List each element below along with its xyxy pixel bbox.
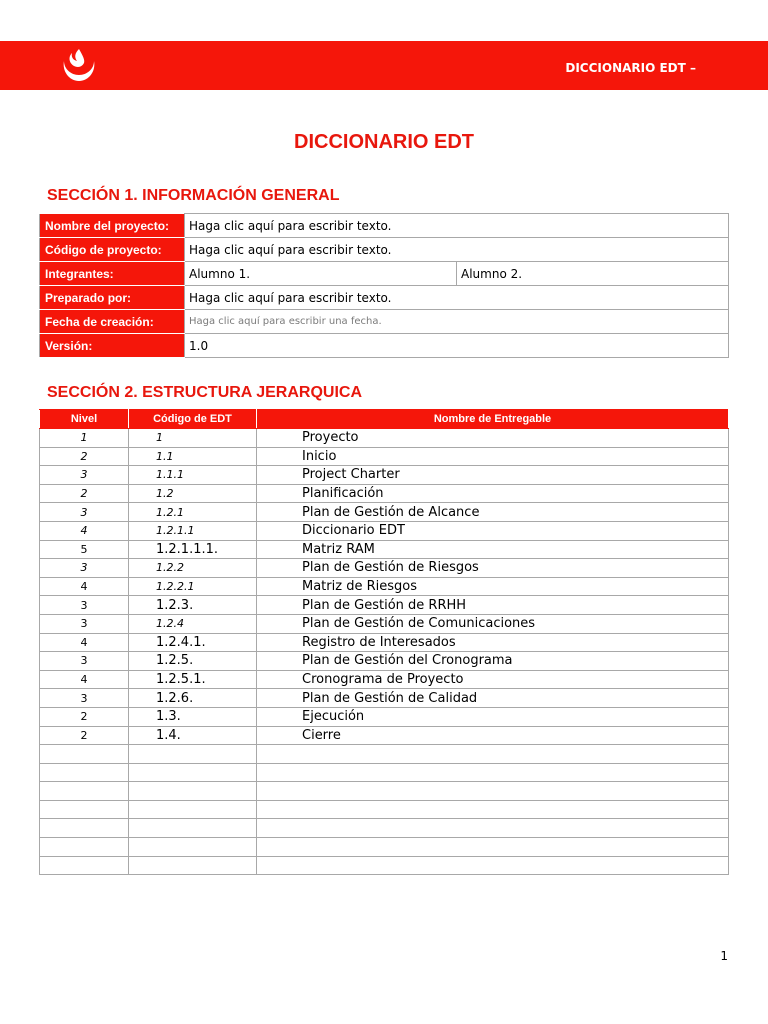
wbs-row bbox=[40, 596, 729, 615]
wbs-nivel-cell[interactable] bbox=[40, 782, 129, 801]
wbs-row bbox=[40, 652, 729, 671]
wbs-codigo-cell[interactable] bbox=[129, 856, 257, 875]
wbs-codigo-cell[interactable]: 1.4. bbox=[129, 726, 257, 745]
wbs-nombre-cell[interactable] bbox=[257, 856, 729, 875]
wbs-nivel-cell[interactable] bbox=[40, 800, 129, 819]
wbs-header-row bbox=[40, 410, 729, 429]
label-prepared-by: Preparado por: bbox=[40, 286, 185, 310]
info-row-prepared-by bbox=[40, 286, 729, 310]
wbs-nombre-cell[interactable]: Plan de Gestión de Alcance bbox=[257, 503, 729, 522]
wbs-nivel-cell[interactable]: 4 bbox=[40, 521, 129, 540]
wbs-row bbox=[40, 614, 729, 633]
wbs-codigo-cell[interactable] bbox=[129, 838, 257, 857]
wbs-row bbox=[40, 521, 729, 540]
wbs-codigo-cell[interactable] bbox=[129, 782, 257, 801]
column-header-nivel: Nivel bbox=[40, 410, 129, 429]
wbs-codigo-cell[interactable]: 1.2.1.1.1. bbox=[129, 540, 257, 559]
label-members: Integrantes: bbox=[40, 262, 185, 286]
header-title: DICCIONARIO EDT – bbox=[565, 61, 696, 75]
label-creation-date: Fecha de creación: bbox=[40, 310, 185, 334]
wbs-row bbox=[40, 782, 729, 801]
page-number: 1 bbox=[720, 949, 728, 963]
prepared-by-field[interactable]: Haga clic aquí para escribir texto. bbox=[185, 286, 729, 310]
wbs-nivel-cell[interactable] bbox=[40, 763, 129, 782]
wbs-row bbox=[40, 633, 729, 652]
member-2-field[interactable]: Alumno 2. bbox=[457, 262, 729, 286]
wbs-nivel-cell[interactable] bbox=[40, 819, 129, 838]
wbs-nivel-cell[interactable]: 3 bbox=[40, 596, 129, 615]
wbs-row bbox=[40, 540, 729, 559]
wbs-row bbox=[40, 577, 729, 596]
wbs-row bbox=[40, 726, 729, 745]
wbs-nombre-cell[interactable]: Plan de Gestión del Cronograma bbox=[257, 652, 729, 671]
wbs-nivel-cell[interactable]: 3 bbox=[40, 689, 129, 708]
project-code-field[interactable]: Haga clic aquí para escribir texto. bbox=[185, 238, 729, 262]
label-project-name: Nombre del proyecto: bbox=[40, 214, 185, 238]
wbs-row bbox=[40, 466, 729, 485]
upc-flame-logo-icon bbox=[58, 47, 100, 85]
info-row-project-code bbox=[40, 238, 729, 262]
creation-date-field[interactable]: Haga clic aquí para escribir una fecha. bbox=[185, 310, 729, 334]
wbs-codigo-cell[interactable]: 1.2.1 bbox=[129, 503, 257, 522]
wbs-nivel-cell[interactable]: 2 bbox=[40, 447, 129, 466]
wbs-nombre-cell[interactable]: Plan de Gestión de Calidad bbox=[257, 689, 729, 708]
info-row-members bbox=[40, 262, 729, 286]
label-version: Versión: bbox=[40, 334, 185, 358]
wbs-nombre-cell[interactable]: Cierre bbox=[257, 726, 729, 745]
wbs-nivel-cell[interactable]: 3 bbox=[40, 503, 129, 522]
wbs-codigo-cell[interactable]: 1.2.2 bbox=[129, 559, 257, 578]
wbs-nombre-cell[interactable]: Proyecto bbox=[257, 429, 729, 448]
wbs-codigo-cell[interactable]: 1.1 bbox=[129, 447, 257, 466]
wbs-codigo-cell[interactable]: 1.2 bbox=[129, 484, 257, 503]
wbs-row bbox=[40, 670, 729, 689]
wbs-row bbox=[40, 484, 729, 503]
wbs-row bbox=[40, 707, 729, 726]
document-title: DICCIONARIO EDT bbox=[294, 131, 474, 153]
wbs-row bbox=[40, 745, 729, 764]
wbs-codigo-cell[interactable]: 1.3. bbox=[129, 707, 257, 726]
wbs-nivel-cell[interactable] bbox=[40, 745, 129, 764]
wbs-codigo-cell[interactable]: 1 bbox=[129, 429, 257, 448]
label-project-code: Código de proyecto: bbox=[40, 238, 185, 262]
wbs-nombre-cell[interactable]: Registro de Interesados bbox=[257, 633, 729, 652]
wbs-nombre-cell[interactable]: Ejecución bbox=[257, 707, 729, 726]
column-header-nombre: Nombre de Entregable bbox=[257, 410, 729, 429]
wbs-nivel-cell[interactable]: 3 bbox=[40, 652, 129, 671]
wbs-row bbox=[40, 429, 729, 448]
header-bar bbox=[0, 41, 768, 90]
wbs-nombre-cell[interactable]: Matriz de Riesgos bbox=[257, 577, 729, 596]
wbs-nivel-cell[interactable]: 2 bbox=[40, 707, 129, 726]
wbs-nombre-cell[interactable] bbox=[257, 838, 729, 857]
info-row-project-name bbox=[40, 214, 729, 238]
wbs-nivel-cell[interactable]: 4 bbox=[40, 633, 129, 652]
wbs-row bbox=[40, 503, 729, 522]
wbs-nivel-cell[interactable]: 4 bbox=[40, 670, 129, 689]
wbs-codigo-cell[interactable] bbox=[129, 819, 257, 838]
wbs-nivel-cell[interactable]: 4 bbox=[40, 577, 129, 596]
wbs-codigo-cell[interactable]: 1.2.5. bbox=[129, 652, 257, 671]
wbs-nombre-cell[interactable] bbox=[257, 819, 729, 838]
wbs-nombre-cell[interactable]: Planificación bbox=[257, 484, 729, 503]
wbs-nombre-cell[interactable]: Project Charter bbox=[257, 466, 729, 485]
wbs-nombre-cell[interactable]: Inicio bbox=[257, 447, 729, 466]
section2-title: SECCIÓN 2. ESTRUCTURA JERARQUICA bbox=[47, 384, 362, 401]
member-1-field[interactable]: Alumno 1. bbox=[185, 262, 457, 286]
wbs-row bbox=[40, 447, 729, 466]
wbs-row bbox=[40, 819, 729, 838]
wbs-nivel-cell[interactable]: 3 bbox=[40, 559, 129, 578]
wbs-row bbox=[40, 763, 729, 782]
wbs-nivel-cell[interactable]: 5 bbox=[40, 540, 129, 559]
wbs-nombre-cell[interactable]: Diccionario EDT bbox=[257, 521, 729, 540]
wbs-codigo-cell[interactable] bbox=[129, 745, 257, 764]
wbs-row bbox=[40, 800, 729, 819]
section1-title: SECCIÓN 1. INFORMACIÓN GENERAL bbox=[47, 187, 340, 204]
wbs-table bbox=[39, 409, 729, 875]
wbs-row bbox=[40, 559, 729, 578]
wbs-codigo-cell[interactable] bbox=[129, 763, 257, 782]
wbs-nivel-cell[interactable]: 1 bbox=[40, 429, 129, 448]
wbs-nombre-cell[interactable]: Cronograma de Proyecto bbox=[257, 670, 729, 689]
project-name-field[interactable]: Haga clic aquí para escribir texto. bbox=[185, 214, 729, 238]
wbs-codigo-cell[interactable]: 1.2.5.1. bbox=[129, 670, 257, 689]
wbs-nivel-cell[interactable]: 2 bbox=[40, 484, 129, 503]
wbs-nombre-cell[interactable] bbox=[257, 745, 729, 764]
wbs-nivel-cell[interactable]: 3 bbox=[40, 466, 129, 485]
version-field[interactable]: 1.0 bbox=[185, 334, 729, 358]
column-header-codigo: Código de EDT bbox=[129, 410, 257, 429]
wbs-nombre-cell[interactable] bbox=[257, 782, 729, 801]
wbs-nivel-cell[interactable]: 3 bbox=[40, 614, 129, 633]
wbs-nivel-cell[interactable] bbox=[40, 856, 129, 875]
wbs-codigo-cell[interactable]: 1.1.1 bbox=[129, 466, 257, 485]
wbs-nivel-cell[interactable]: 2 bbox=[40, 726, 129, 745]
wbs-nombre-cell[interactable]: Plan de Gestión de Comunicaciones bbox=[257, 614, 729, 633]
wbs-codigo-cell[interactable]: 1.2.3. bbox=[129, 596, 257, 615]
wbs-nombre-cell[interactable] bbox=[257, 800, 729, 819]
wbs-codigo-cell[interactable]: 1.2.4.1. bbox=[129, 633, 257, 652]
wbs-row bbox=[40, 838, 729, 857]
wbs-row bbox=[40, 689, 729, 708]
wbs-codigo-cell[interactable]: 1.2.1.1 bbox=[129, 521, 257, 540]
wbs-row bbox=[40, 856, 729, 875]
wbs-nombre-cell[interactable] bbox=[257, 763, 729, 782]
wbs-codigo-cell[interactable] bbox=[129, 800, 257, 819]
wbs-nivel-cell[interactable] bbox=[40, 838, 129, 857]
wbs-nombre-cell[interactable]: Plan de Gestión de RRHH bbox=[257, 596, 729, 615]
info-row-version bbox=[40, 334, 729, 358]
wbs-nombre-cell[interactable]: Matriz RAM bbox=[257, 540, 729, 559]
info-row-creation-date bbox=[40, 310, 729, 334]
wbs-codigo-cell[interactable]: 1.2.4 bbox=[129, 614, 257, 633]
wbs-codigo-cell[interactable]: 1.2.2.1 bbox=[129, 577, 257, 596]
general-info-table bbox=[39, 213, 729, 358]
wbs-codigo-cell[interactable]: 1.2.6. bbox=[129, 689, 257, 708]
wbs-nombre-cell[interactable]: Plan de Gestión de Riesgos bbox=[257, 559, 729, 578]
